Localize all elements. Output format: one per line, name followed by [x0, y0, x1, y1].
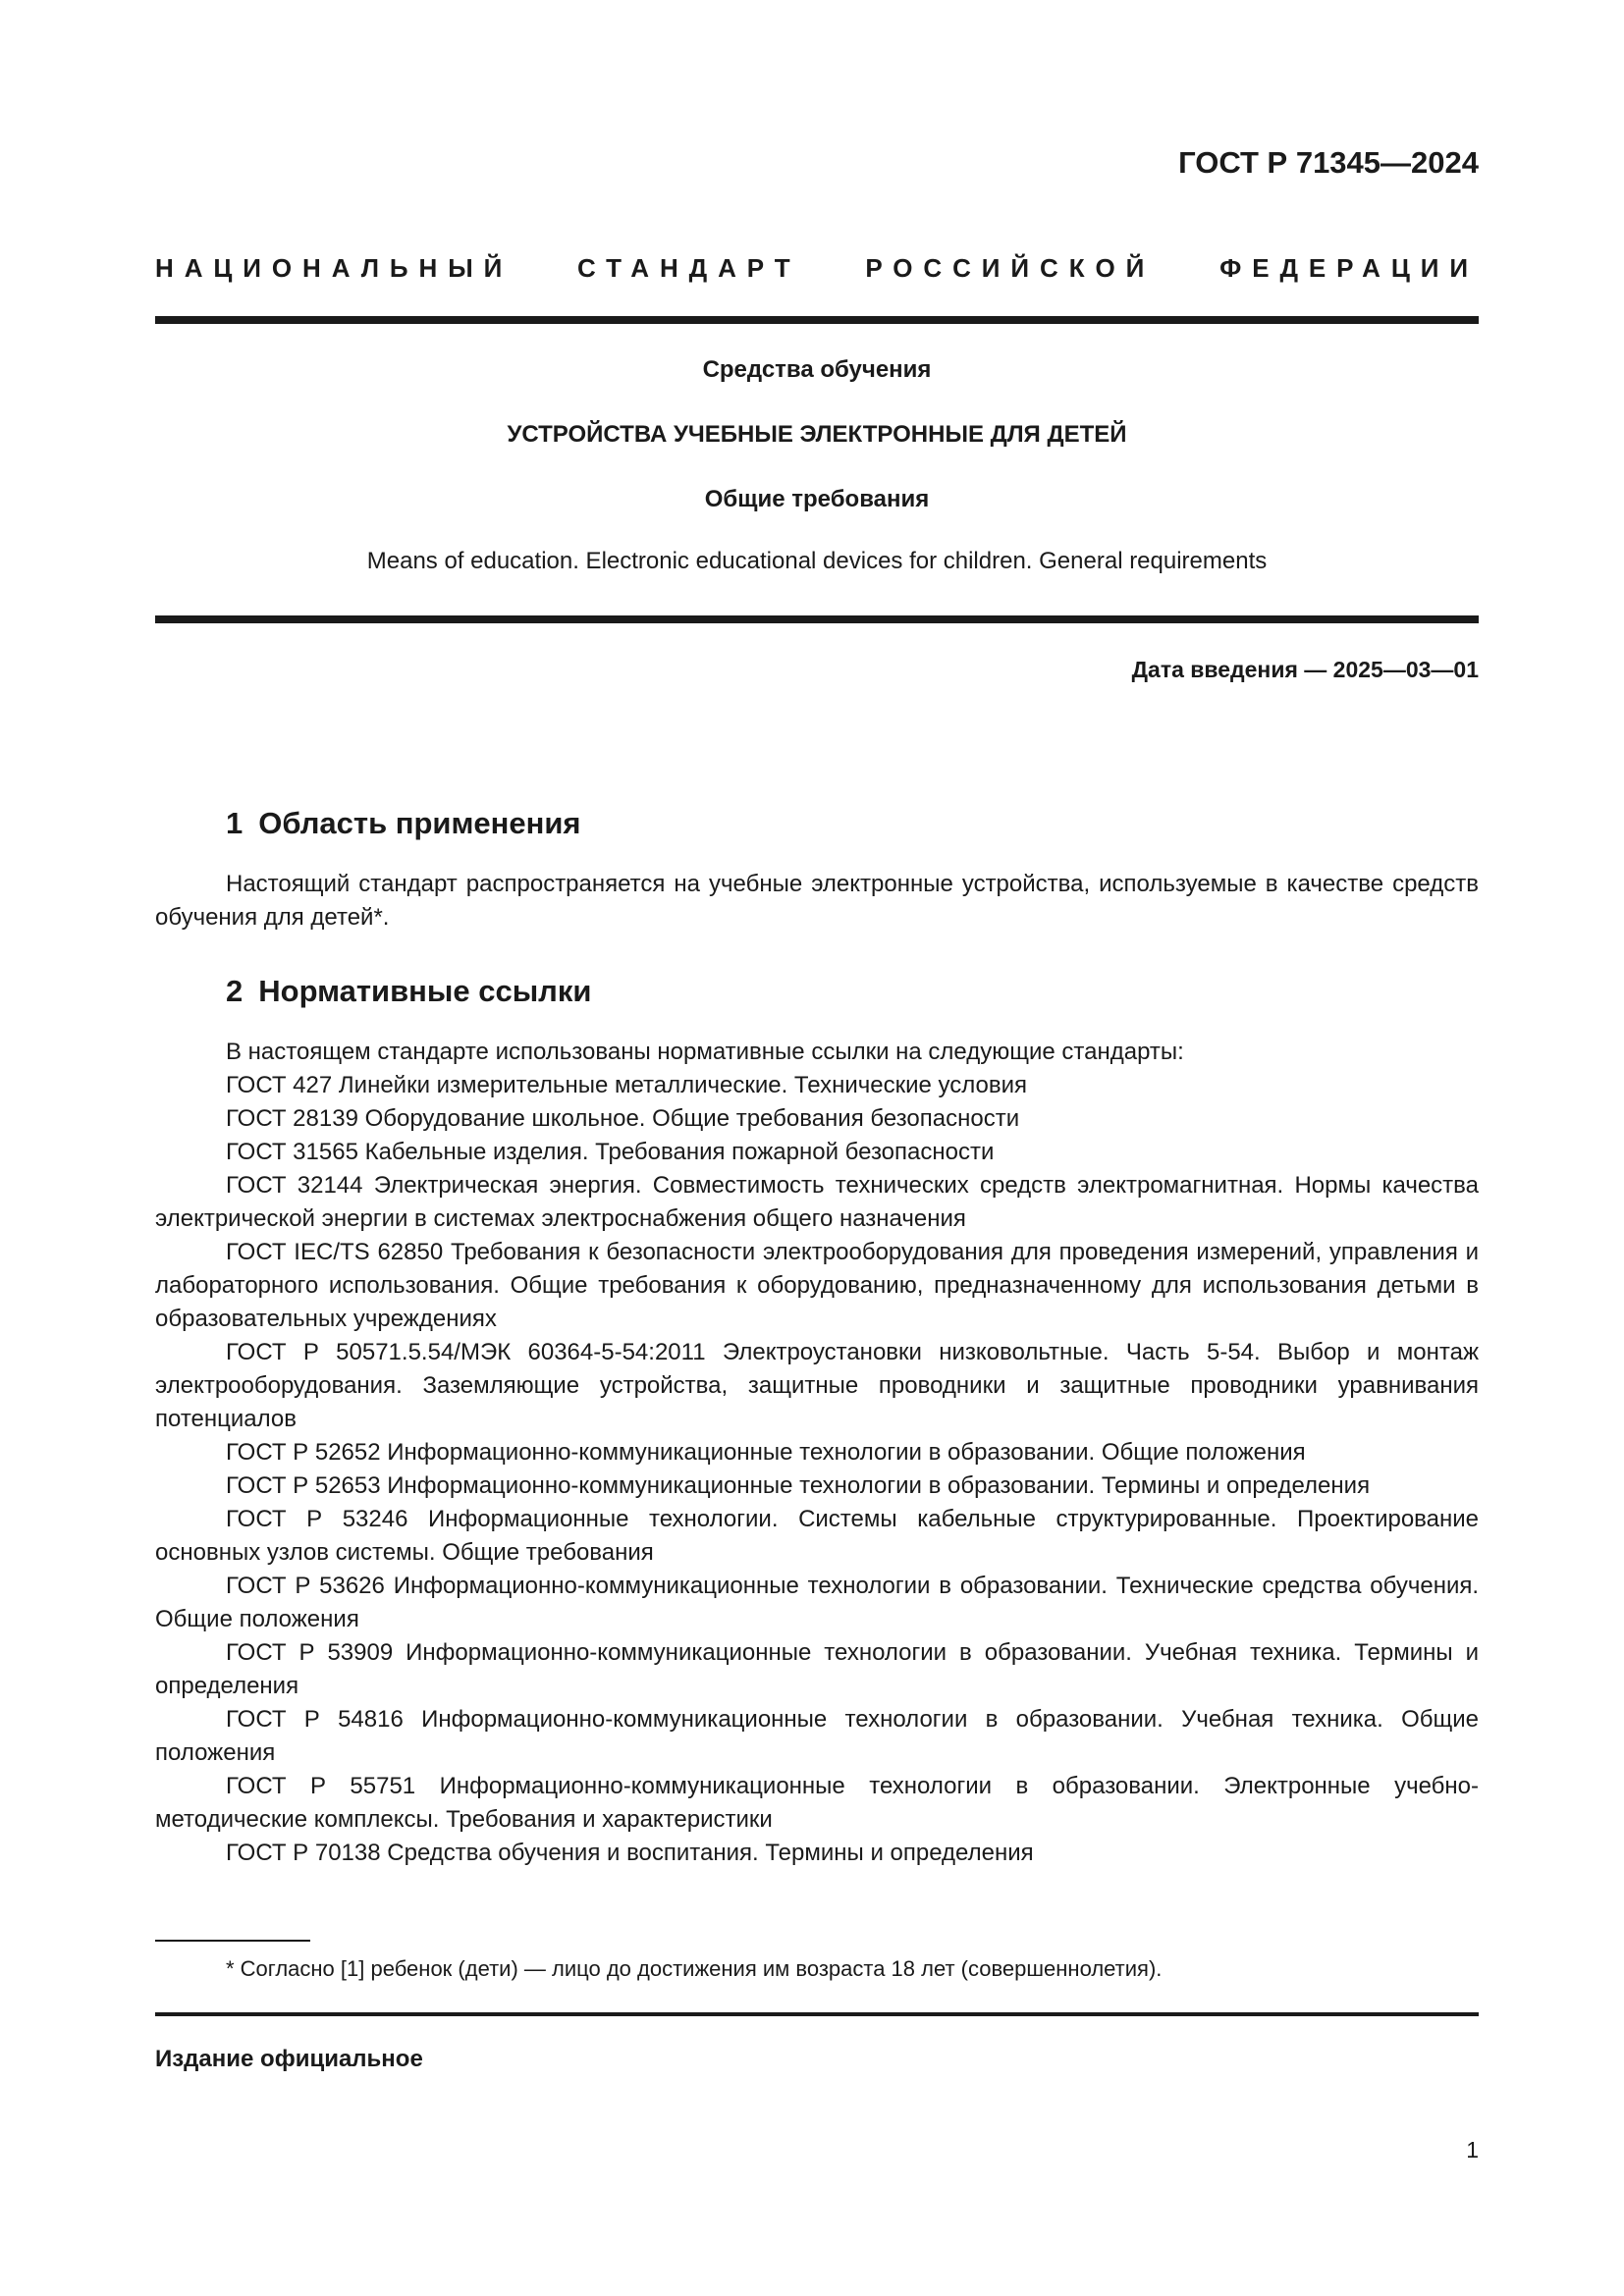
reference-title: Средства обучения и воспитания. Термины и определения	[387, 1840, 1034, 1866]
reference-item	[155, 1069, 1479, 1102]
reference-title: Линейки измерительные металлические. Технические условия	[338, 1072, 1028, 1098]
reference-title: Кабельные изделия. Требования пожарной безопасности	[364, 1139, 995, 1165]
reference-title: Информационно-коммуникационные технологии в образовании. Электронные учебно-методические комплексы. Требования и характеристики	[155, 1773, 1480, 1833]
reference-item	[155, 1570, 1479, 1636]
title-english: Means of education. Electronic educational devices for children. General requirements	[366, 548, 1268, 574]
reference-item	[155, 1169, 1479, 1236]
reference-title: Информационно-коммуникационные технологии в образовании. Общие положения	[387, 1439, 1306, 1466]
reference-code: ГОСТ 32144	[226, 1172, 363, 1199]
reference-item	[155, 1102, 1479, 1136]
section-2-title: Нормативные ссылки	[258, 974, 592, 1008]
standard-title-word: ФЕДЕРАЦИИ	[1219, 253, 1479, 283]
section-1-heading	[226, 806, 581, 841]
footnote: * Согласно [1] ребенок (дети) — лицо до достижения им возраста 18 лет (совершеннолетия).	[226, 1956, 1163, 1981]
section-1-number: 1	[226, 806, 244, 840]
document-number: ГОСТ Р 71345—2024	[1178, 145, 1479, 180]
reference-code: ГОСТ Р 52653	[226, 1472, 381, 1499]
reference-code: ГОСТ Р 53626	[226, 1573, 385, 1599]
reference-code: ГОСТ 427	[226, 1072, 333, 1098]
reference-code: ГОСТ 28139	[226, 1105, 358, 1132]
standard-title	[155, 253, 1479, 284]
reference-title: Информационно-коммуникационные технологии в образовании. Технические средства обучения. Общие положения	[155, 1573, 1480, 1632]
section-1-paragraph: Настоящий стандарт распространяется на учебные электронные устройства, используемые в качестве средств обучения для детей*.	[155, 871, 1479, 931]
reference-title: Информационно-коммуникационные технологии в образовании. Учебная техника. Общие положения	[155, 1706, 1480, 1766]
reference-title: Электрическая энергия. Совместимость технических средств электромагнитная. Нормы качества электрической энергии в системах электроснабжения общего назначения	[155, 1172, 1479, 1232]
reference-code: ГОСТ Р 53246	[226, 1506, 408, 1532]
reference-code: ГОСТ Р 54816	[226, 1706, 404, 1733]
reference-item	[155, 1636, 1479, 1703]
reference-code: ГОСТ Р 55751	[226, 1773, 416, 1799]
reference-item	[155, 1436, 1479, 1469]
title-line-sub: Общие требования	[704, 486, 930, 512]
reference-code: ГОСТ Р 53909	[226, 1639, 394, 1666]
footnote-separator	[155, 1940, 310, 1942]
standard-title-word: НАЦИОНАЛЬНЫЙ	[155, 253, 514, 283]
standard-title-word: СТАНДАРТ	[577, 253, 801, 283]
footer-rule	[155, 2012, 1479, 2016]
reference-title: Информационные технологии. Системы кабельные структурированные. Проектирование основных узлов системы. Общие требования	[155, 1506, 1480, 1566]
reference-code: ГОСТ Р 52652	[226, 1439, 381, 1466]
reference-title: Оборудование школьное. Общие требования безопасности	[364, 1105, 1020, 1132]
reference-code: ГОСТ IEC/TS 62850	[226, 1239, 444, 1265]
reference-code: ГОСТ 31565	[226, 1139, 358, 1165]
reference-title: Электроустановки низковольтные. Часть 5-54. Выбор и монтаж электрооборудования. Заземляющие устройства, защитные проводники и защитные проводники уравнивания потенциалов	[155, 1339, 1479, 1432]
title-block-rule	[155, 615, 1479, 623]
title-line-main: УСТРОЙСТВА УЧЕБНЫЕ ЭЛЕКТРОННЫЕ ДЛЯ ДЕТЕЙ	[507, 421, 1127, 448]
reference-item	[155, 1469, 1479, 1503]
section-2-body	[155, 1036, 1479, 1870]
header-rule	[155, 316, 1479, 324]
standard-title-word: РОССИЙСКОЙ	[865, 253, 1156, 283]
page-number: 1	[1466, 2137, 1479, 2163]
edition-label: Издание официальное	[155, 2046, 423, 2072]
reference-item	[155, 1236, 1479, 1336]
section-2-intro: В настоящем стандарте использованы нормативные ссылки на следующие стандарты:	[226, 1039, 1184, 1065]
section-1-title: Область применения	[258, 806, 581, 840]
introduction-date: Дата введения — 2025—03—01	[1131, 657, 1479, 682]
reference-item	[155, 1136, 1479, 1169]
reference-code: ГОСТ Р 70138	[226, 1840, 381, 1866]
section-1-body	[155, 868, 1479, 934]
reference-item	[155, 1703, 1479, 1770]
reference-title: Информационно-коммуникационные технологии в образовании. Термины и определения	[387, 1472, 1371, 1499]
section-2-number: 2	[226, 974, 244, 1008]
title-line-category: Средства обучения	[702, 356, 932, 383]
reference-item	[155, 1503, 1479, 1570]
reference-title: Требования к безопасности электрооборудования для проведения измерений, управления и лабораторного использования. Общие требования к оборудованию, предназначенному для использования детьми в образовательных учреждениях	[155, 1239, 1480, 1332]
reference-item	[155, 1336, 1479, 1436]
reference-item	[155, 1837, 1479, 1870]
reference-code: ГОСТ Р 50571.5.54/МЭК 60364-5-54:2011	[226, 1339, 706, 1365]
section-2-heading	[226, 974, 591, 1009]
reference-item	[155, 1770, 1479, 1837]
reference-title: Информационно-коммуникационные технологии в образовании. Учебная техника. Термины и определения	[155, 1639, 1480, 1699]
